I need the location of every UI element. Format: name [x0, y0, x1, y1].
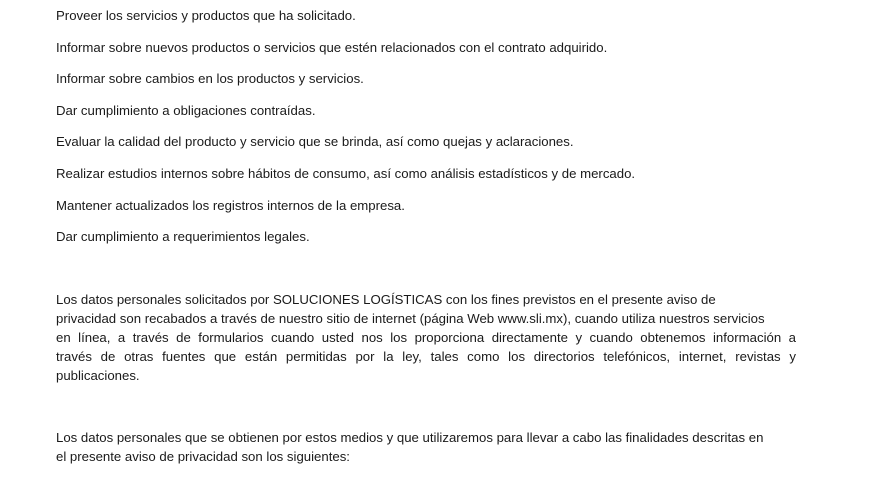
list-item: Realizar estudios internos sobre hábitos de consumo, así como análisis estadísticos y de mercado.	[56, 166, 636, 181]
paragraph-line: Los datos personales que se obtienen por estos medios y que utilizaremos para llevar a cabo las finalidades descritas en	[56, 430, 764, 445]
list-item: Proveer los servicios y productos que ha solicitado.	[56, 8, 356, 23]
paragraph-line: Los datos personales solicitados por SOLUCIONES LOGÍSTICAS con los fines previstos en el presente aviso de	[56, 292, 716, 307]
paragraph-line: privacidad son recabados a través de nuestro sitio de internet (página Web www.sli.mx), cuando utiliza nuestros servicios	[56, 311, 765, 326]
paragraph-line: publicaciones.	[56, 368, 140, 383]
paragraph-line: través de otras fuentes que están permitidas por la ley, tales como los directorios telefónicos, internet, revistas y	[56, 349, 796, 364]
paragraph-line: el presente aviso de privacidad son los siguientes:	[56, 449, 350, 464]
personal-data-intro-paragraph	[56, 428, 812, 466]
list-item: Dar cumplimiento a requerimientos legales.	[56, 229, 310, 244]
list-item: Mantener actualizados los registros internos de la empresa.	[56, 198, 405, 213]
paragraph-line: en línea, a través de formularios cuando usted nos los proporciona directamente y cuando obtenemos información a	[56, 330, 796, 345]
list-item: Dar cumplimiento a obligaciones contraídas.	[56, 103, 316, 118]
data-sources-paragraph	[56, 290, 796, 385]
list-item: Evaluar la calidad del producto y servicio que se brinda, así como quejas y aclaraciones.	[56, 134, 574, 149]
list-item: Informar sobre cambios en los productos y servicios.	[56, 71, 364, 86]
list-item: Informar sobre nuevos productos o servicios que estén relacionados con el contrato adquirido.	[56, 40, 608, 55]
